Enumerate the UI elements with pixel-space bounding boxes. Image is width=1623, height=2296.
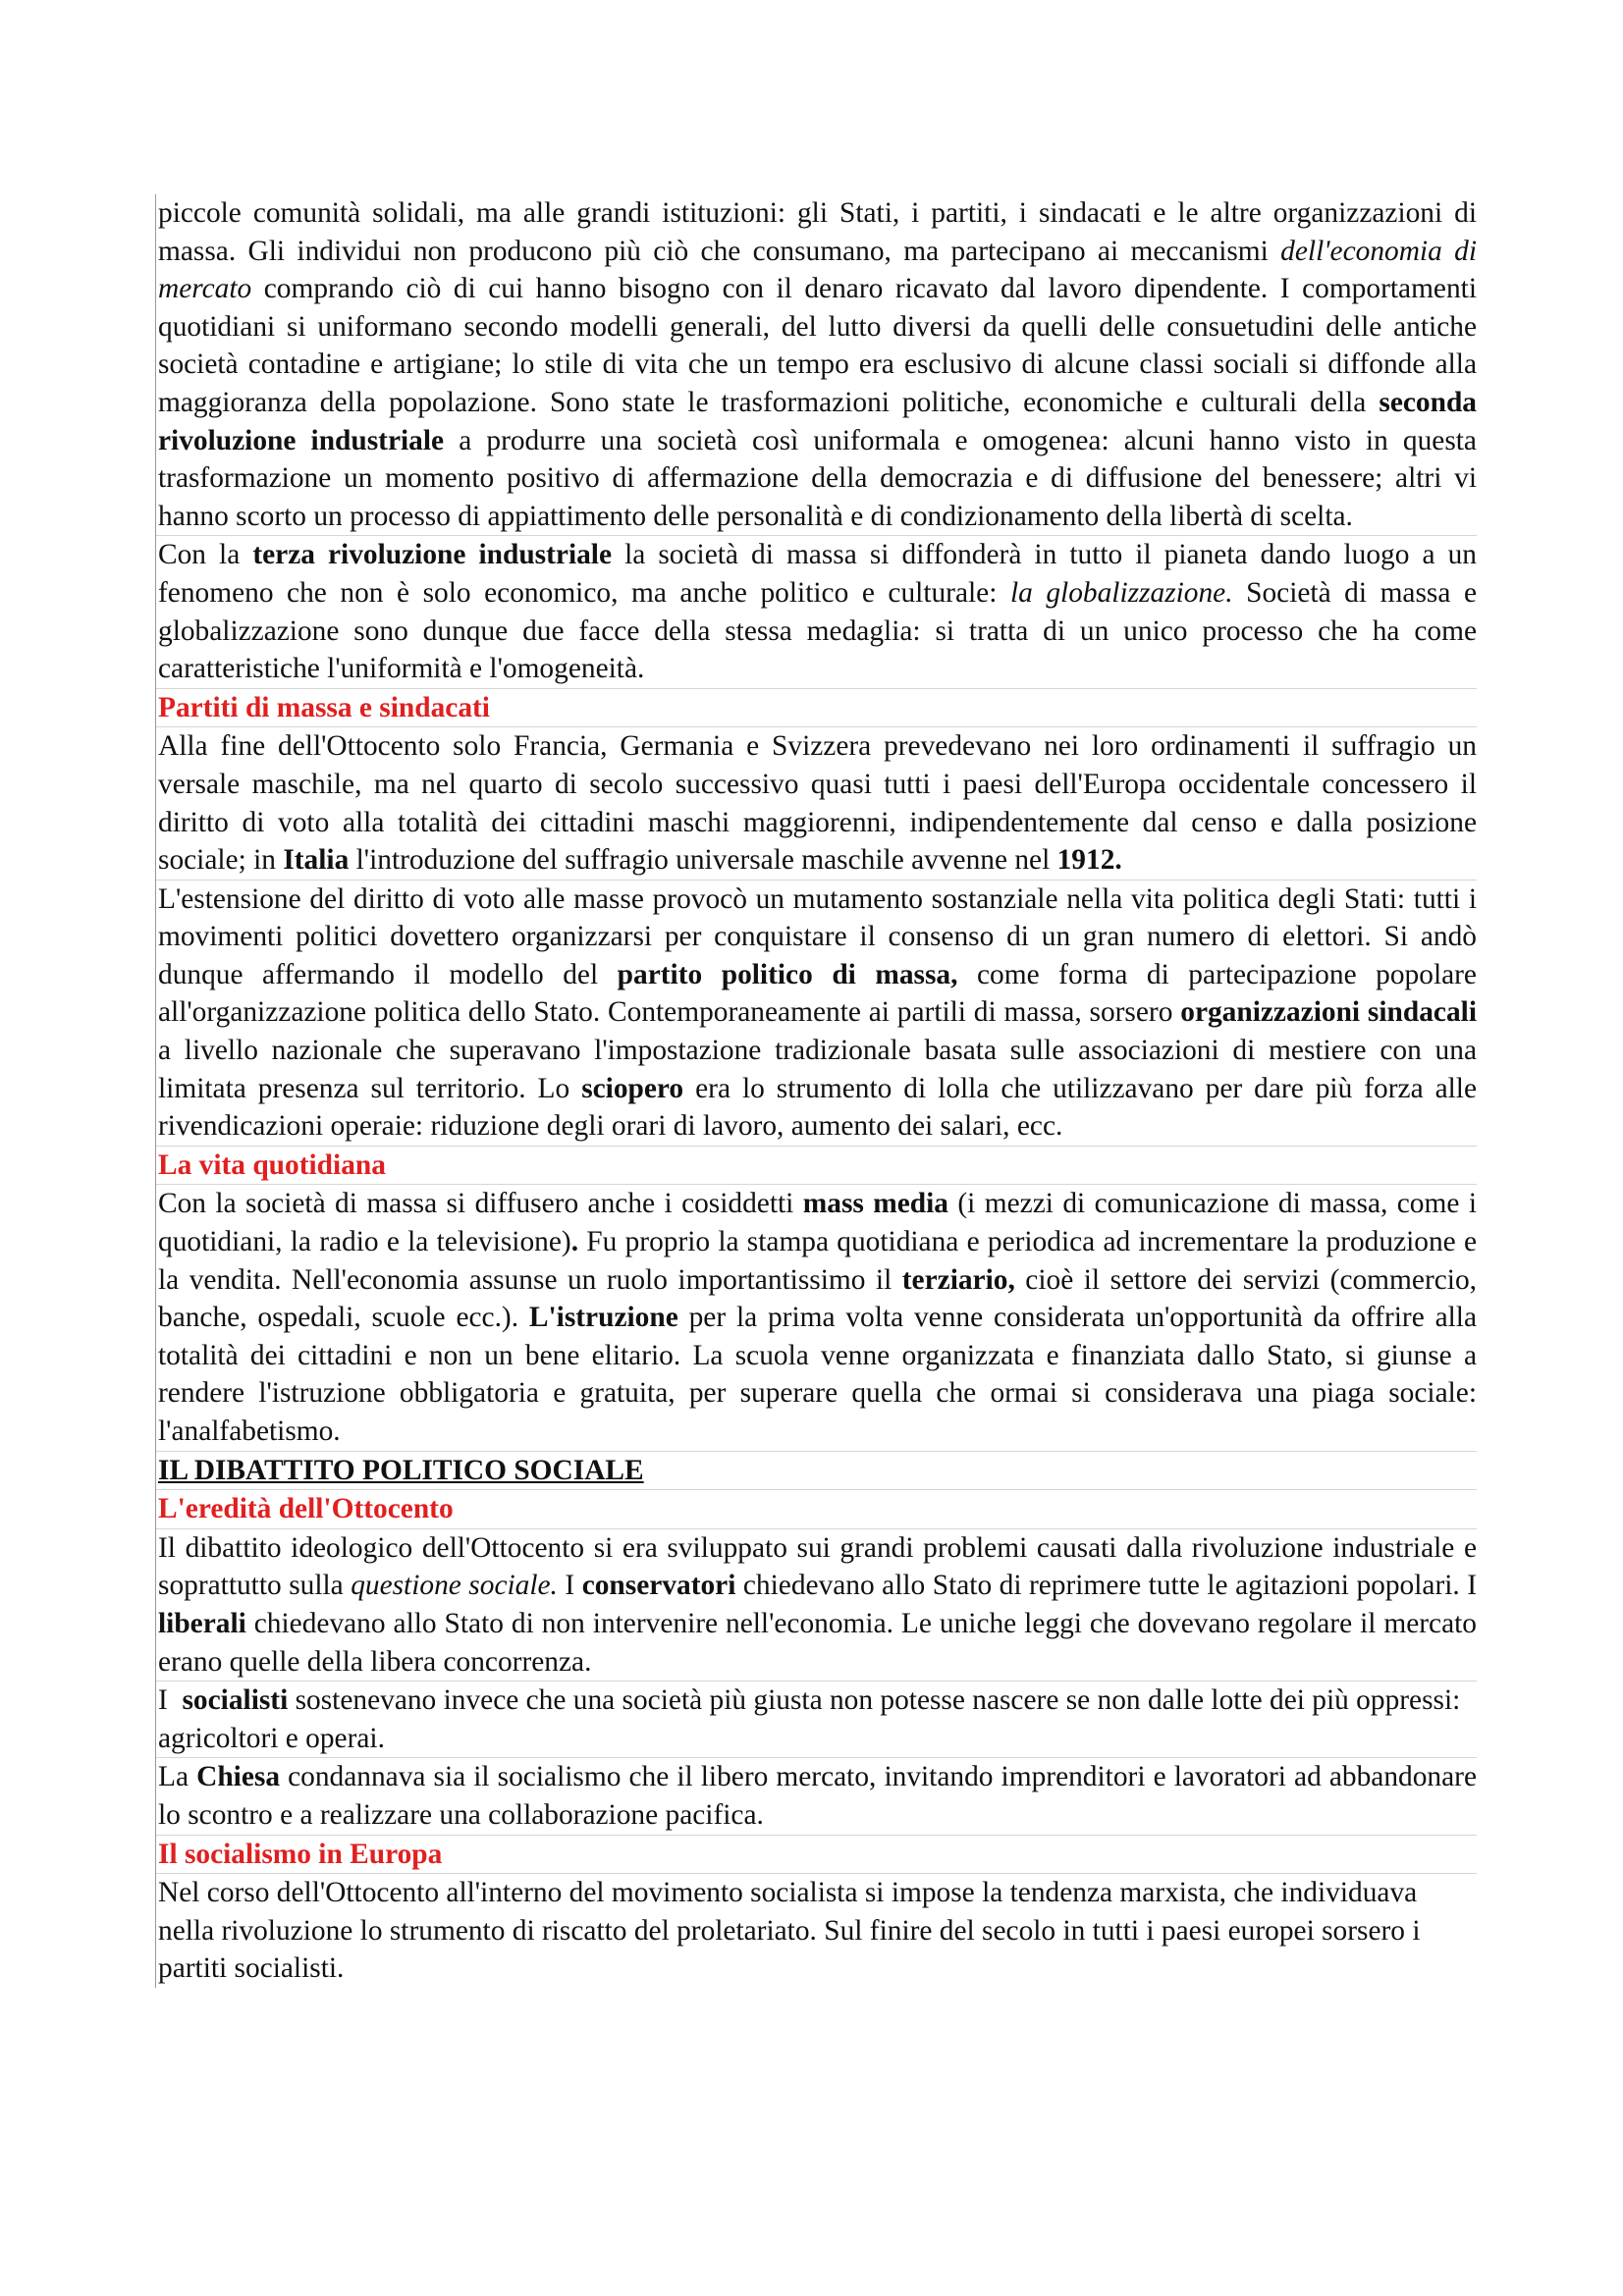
bold-run: Italia xyxy=(283,844,350,877)
text-run: I xyxy=(158,1684,183,1717)
text-run: a livello nazionale che superavano l'impostazione tradizionale basata sulle associazioni di mestiere con una limitata presenza sul territorio. Lo xyxy=(158,1035,1477,1104)
text-run: piccole comunità solidali, ma alle grandi istituzioni: gli Stati, i partiti, i sindacati e le altre organizzazioni di massa. Gli individui non producono più ciò che consumano, ma partecipano ai meccanismi xyxy=(158,197,1477,267)
bold-run: sciopero xyxy=(581,1072,684,1104)
text-run: Fu proprio la stampa quotidiana e periodica ad incrementare la produzione e la vendita. Nell'economia assunse un ruolo importantissimo il xyxy=(158,1226,1477,1296)
text-run: la società di massa si diffonderà in tutto il pianeta dando luogo a un fenomeno che non è solo economico, ma anche politico e culturale: xyxy=(158,539,1477,609)
text-run: come forma di partecipazione popolare all'organizzazione politica dello Stato. Contemporaneamente ai partili di massa, sorsero xyxy=(158,958,1477,1029)
text-run: era lo strumento di lolla che utilizzavano per dare più forza alle rivendicazioni operaie: riduzione degli orari di lavoro, aumento dei salari, ecc. xyxy=(158,1072,1477,1143)
text-run: Il dibattito ideologico dell'Ottocento si era sviluppato sui grandi problemi causati dalla rivoluzione industriale e soprattutto sulla xyxy=(158,1531,1477,1602)
paragraph-marxismo xyxy=(156,1874,1477,1988)
bold-run: partito politico di massa, xyxy=(617,958,958,990)
section-title-dibattito: IL DIBATTITO POLITICO SOCIALE xyxy=(156,1452,1477,1491)
bold-run: seconda rivoluzione industriale xyxy=(158,386,1477,456)
italic-run: la globalizzazione. xyxy=(1009,576,1233,609)
italic-run: questione sociale. xyxy=(351,1570,558,1602)
paragraph-dibattito-ideologico xyxy=(156,1529,1477,1682)
bold-run: terza rivoluzione industriale xyxy=(252,539,613,571)
text-run: chiedevano allo Stato di non intervenire nell'economia. Le uniche leggi che dovevano regolare il mercato erano quelle della libera concorrenza. xyxy=(158,1607,1477,1678)
bold-run: . xyxy=(570,1226,579,1258)
paragraph-chiesa xyxy=(156,1758,1477,1835)
text-run: (i mezzi di comunicazione di massa, come i quotidiani, la radio e la televisione) xyxy=(158,1188,1477,1258)
text-run: La xyxy=(158,1761,197,1793)
text-run: chiedevano allo Stato di reprimere tutte le agitazioni popolari. I xyxy=(735,1570,1478,1602)
bold-run: Chiesa xyxy=(196,1761,281,1793)
heading-vita-quotidiana: La vita quotidiana xyxy=(156,1147,1477,1186)
text-run: condannava sia il socialismo che il libero mercato, invitando imprenditori e lavoratori ad abbandonare lo scontro e a realizzare una collaborazione pacifica. xyxy=(158,1761,1477,1831)
text-run: Alla fine dell'Ottocento solo Francia, Germania e Svizzera prevedevano nei loro ordinamenti il suffragio un versale maschile, ma nel quarto di secolo successivo quasi tutti i paesi dell'Europa occidentale concessero il diritto di voto alla totalità dei cittadini maschi maggiorenni, indipendentemente dal censo e dalla posizione sociale; in xyxy=(158,730,1477,877)
paragraph-globalizzazione xyxy=(156,536,1477,688)
paragraph-societa-di-massa xyxy=(156,194,1477,536)
document-page xyxy=(155,194,1477,1988)
bold-run: mass media xyxy=(802,1188,948,1220)
paragraph-mass-media xyxy=(156,1185,1477,1451)
text-run: L'estensione del diritto di voto alle masse provocò un mutamento sostanziale nella vita politica degli Stati: tutti i movimenti politici dovettero organizzarsi per conquistare il consenso di un gran numero di elettori. Si andò dunque affermando il modello del xyxy=(158,882,1477,990)
text-run: l'introduzione del suffragio universale maschile avvenne nel xyxy=(349,844,1057,877)
text-run: sostenevano invece che una società più giusta non potesse nascere se non dalle lotte dei più oppressi: agricoltori e operai. xyxy=(158,1684,1468,1754)
text-run: a produrre una società così uniformala e omogenea: alcuni hanno visto in questa trasformazione un momento positivo di affermazione della democrazia e di diffusione del benessere; altri vi hanno scorto un processo di appiattimento delle personalità e di condizionamento della libertà di scelta. xyxy=(158,424,1477,532)
text-run: Con la xyxy=(158,539,253,571)
text-run: Nel corso dell'Ottocento all'interno del movimento socialista si impose la tendenza marxista, che individuava nella rivoluzione lo strumento di riscatto del proletariato. Sul finire del secolo in tutti i paesi europei sorsero i partiti socialisti. xyxy=(158,1877,1421,1985)
paragraph-suffragio xyxy=(156,727,1477,880)
heading-eredita-ottocento: L'eredità dell'Ottocento xyxy=(156,1490,1477,1529)
paragraph-socialisti xyxy=(156,1682,1477,1758)
bold-run: L'istruzione xyxy=(528,1302,678,1334)
bold-run: liberali xyxy=(158,1607,246,1639)
text-run: Società di massa e globalizzazione sono dunque due facce della stessa medaglia: si tratta di un unico processo che ha come caratteristiche l'uniformità e l'omogeneità. xyxy=(158,576,1477,685)
bold-run: conservatori xyxy=(581,1570,736,1602)
text-run: comprando ciò di cui hanno bisogno con il denaro ricavato dal lavoro dipendente. I comportamenti quotidiani si uniformano secondo modelli generali, del lutto diversi da quelli delle consuetudini delle antiche società contadine e artigiane; lo stile di vita che un tempo era esclusivo di alcune classi sociali si diffonde alla maggioranza della popolazione. Sono state le trasformazioni politiche, economiche e culturali della xyxy=(158,273,1477,418)
text-run: per la prima volta venne considerata un'opportunità da offrire alla totalità dei cittadini e non un bene elitario. La scuola venne organizzata e finanziata dallo Stato, si giunse a rendere l'istruzione obbligatoria e gratuita, per superare quella che ormai si considerava una piaga sociale: l'analfabetismo. xyxy=(158,1302,1477,1447)
text-run: Con la società di massa si diffusero anche i cosiddetti xyxy=(158,1188,803,1220)
heading-socialismo-europa: Il socialismo in Europa xyxy=(156,1836,1477,1875)
text-run: I xyxy=(557,1570,582,1602)
bold-run: socialisti xyxy=(182,1684,289,1717)
bold-run: organizzazioni sindacali xyxy=(1180,996,1477,1029)
bold-run: 1912. xyxy=(1056,844,1122,877)
bold-run: terziario, xyxy=(901,1263,1015,1296)
heading-partiti-di-massa: Partiti di massa e sindacati xyxy=(156,689,1477,728)
italic-run: dell'economia di mercato xyxy=(158,235,1477,305)
paragraph-diritto-di-voto xyxy=(156,881,1477,1147)
text-run: cioè il settore dei servizi (commercio, banche, ospedali, scuole ecc.). xyxy=(158,1263,1477,1334)
